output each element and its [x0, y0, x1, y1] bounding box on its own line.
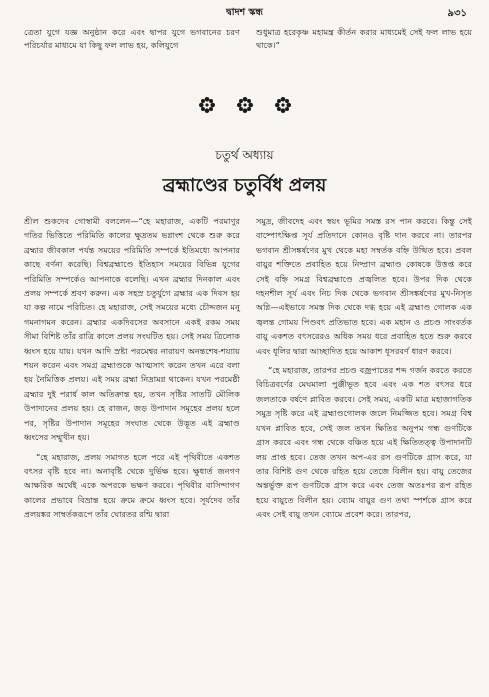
page-number: ৯৩১	[447, 8, 467, 19]
intro-right-text: শুধুমাত্র হরেকৃষ্ণ মহামন্ত্র কীর্তন করার মাধ্যমেই সেই ফল লাভ হয়ে থাকে।”	[256, 27, 472, 50]
chapter-title: ব্রহ্মাণ্ডের চতুর্বিধ প্রলয়	[162, 175, 327, 196]
body-paragraph: সমুদ্র, জীবদেহ এবং স্বয়ং ভূমির সমস্ত রস পান করবে। কিন্তু সেই বাষ্পোৎক্ষিপ্ত সূর্য প্রতিদানে কোনও বৃষ্টি দান করবে না। তারপর ভগবান শ্রীসঙ্কর্ষণের মুখ থেকে মহা সম্বর্তক বহ্নি উত্থিত হবে। প্রবল বায়ুর শক্তিতে প্রবাহিত হয়ে নিষ্প্রাণ ব্রহ্মাণ্ড কোষকে উত্তপ্ত করে সেই বহ্নি সমগ্র বিশ্বব্রহ্মাণ্ডে প্রজ্বলিত হবে। উপর দিক থেকে দহনশীল সূর্য এবং নিচ দিক থেকে ভগবান শ্রীসঙ্কর্ষণের মুখ-নিসৃত অগ্নি—এইভাবে সমস্ত দিক থেকে দগ্ধ হয়ে এই ব্রহ্মাণ্ড গোলক এক জ্বলন্ত গোময় পিণ্ডবৎ প্রতিভাত হবে। এক মহান ও প্রচণ্ড সাংবর্তক বায়ু একশত বৎসরেরও অধিক সময় ধরে প্রবাহিত হতে শুরু করবে এবং ধূলির দ্বারা আচ্ছাদিত হয়ে আকাশ ধূসরবর্ণ ধারণ করবে।	[256, 216, 472, 356]
chapter-number: চতুর্থ অধ্যায়	[215, 148, 274, 162]
running-title: দ্বাদশ স্কন্ধ	[226, 7, 263, 18]
intro-left-text: ত্রেতা যুগে যজ্ঞ অনুষ্ঠান করে এবং দ্বাপর যুগে ভগবানের চরণ পরিচর্যার মাধ্যমে যা কিছু ফল লাভ হয়, কলিযুগে	[24, 27, 240, 50]
body-paragraph: “হে মহারাজ, প্রলয় সমাগত হলে পরে এই পৃথিবীতে একশত বৎসর বৃষ্টি হবে না। অনাবৃষ্টি থেকে দুর্ভিক্ষ হবে। ক্ষুধার্ত জনগণ আক্ষরিক অর্থেই একে অপরকে ভক্ষণ করবে। পৃথিবীর বাসিন্দাগণ কালের প্রভাবে বিভ্রান্ত হয়ে ক্রমে ক্রমে ধ্বংস হবে। সূর্যদেব তাঁর প্রলয়ঙ্কর সাম্বর্তকরূপে তাঁর ঘোরতর রশ্মি দ্বারা	[24, 451, 240, 520]
flower-ornament-icon	[199, 97, 215, 113]
flower-ornament-icon	[237, 97, 253, 113]
body-paragraph: শ্রীল শুকদেব গোস্বামী বললেন—“হে মহারাজ, একটি পরমাণুর গতির ভিত্তিতে পরিমিতি কালের ক্ষুদ্রতম ভগ্নাংশ থেকে শুরু করে ব্রহ্মার জীবকাল পর্যন্ত সময়ের পরিমিতি সম্পর্কে ইতিমধ্যে আপনার কাছে বর্ণনা করেছি। বিশ্বব্রহ্মাণ্ডে ইতিহাস সময়ের বিভিন্ন যুগের পরিমিতি সম্পর্কেও আপনাকে বলেছি। এখন ব্রহ্মার দিনকাল এবং প্রলয় সম্পর্কে শ্রবণ করুন। এক সহস্র চতুর্যুগে ব্রহ্মার এক দিবস হয় যা কল্প নামে পরিচিত। হে মহারাজ, সেই সময়ের মধ্যে চৌদ্দজন মনু গমনাগমন করেন। ব্রহ্মার একদিবসের অবসানে একই রকম সময় সীমা বিশিষ্ট তাঁর রাত্রি কালে প্রলয় সংঘটিত হয়। সেই সময় ত্রিলোক ধ্বংস হয়ে যায়। যখন আদি স্রষ্টা পরমেশ্বর নারায়ণ অনন্তশেষ-শয্যায় শয়ন করেন এবং সমগ্র ব্রহ্মাণ্ডকে আত্মসাৎ করেন তখন এরে বলা হয় নৈমিত্তিক প্রলয়। এই সময় ব্রহ্মা নিদ্রামগ্ন থাকেন। যখন পরমেষ্ঠী ব্রহ্মার দুই পরার্ধ কাল অতিক্রান্ত হয়, তখন সৃষ্টির সাতটি মৌলিক উপাদানের প্রলয় হয়। হে রাজন, জড় উপাদান সমূহের প্রলয় হলে পর, সৃষ্টির উপাদান সমূহের সংঘাত থেকে উদ্ভূত এই ব্রহ্মাণ্ড ধ্বংসের সম্মুখীন হয়।	[24, 216, 240, 443]
flower-ornament-icon	[275, 97, 291, 113]
intro-right-column	[256, 26, 472, 52]
body-left-column	[24, 214, 240, 527]
intro-left-column	[24, 26, 240, 52]
flower-ornament-row	[0, 97, 489, 113]
body-right-column	[256, 214, 472, 527]
page-header	[0, 6, 489, 22]
body-paragraph: “হে মহারাজ, তারপর প্রচণ্ড বজ্রপাতের শব্দ গর্জন করতে করতে বিচিত্রবর্ণের মেঘমালা পুঞ্জীভূত হবে এবং এক শত বৎসর ধরে জলতাকে বর্ষণে প্লাবিত করবে। সেই সময়, একটি মাত্র মহাজাগতিক সমুদ্র সৃষ্টি করে এই ব্রহ্মাণ্ডগোলক জলে নিমজ্জিত হবে। সমগ্র বিশ্ব যখন প্লাবিত হবে, সেই জল তখন ক্ষিতির অনুপম গন্ধ গুণটিকে গ্রাস করবে এবং গন্ধ থেকে বঞ্চিত হয়ে এই ক্ষিতিতত্ত্ব উপাদানটি লয় প্রাপ্ত হবে। তেজ তখন অপ-এর রস গুণটিকে গ্রাস করে, যা তার বিশিষ্ট গুণ থেকে রহিত হয়ে তেজে বিলীন হয়। বায়ু তেজের অন্তর্ভুক্ত রূপ গুণটিকে গ্রাস করে এবং তেজ অতঃপর রূপ রহিত হয়ে বায়ুতে বিলীন হয়। ব্যোম বায়ুর গুণ তথা স্পর্শকে গ্রাস করে এবং সেই বায়ু তখন ব্যোমে প্রবেশ করে। তারপর,	[256, 365, 472, 520]
